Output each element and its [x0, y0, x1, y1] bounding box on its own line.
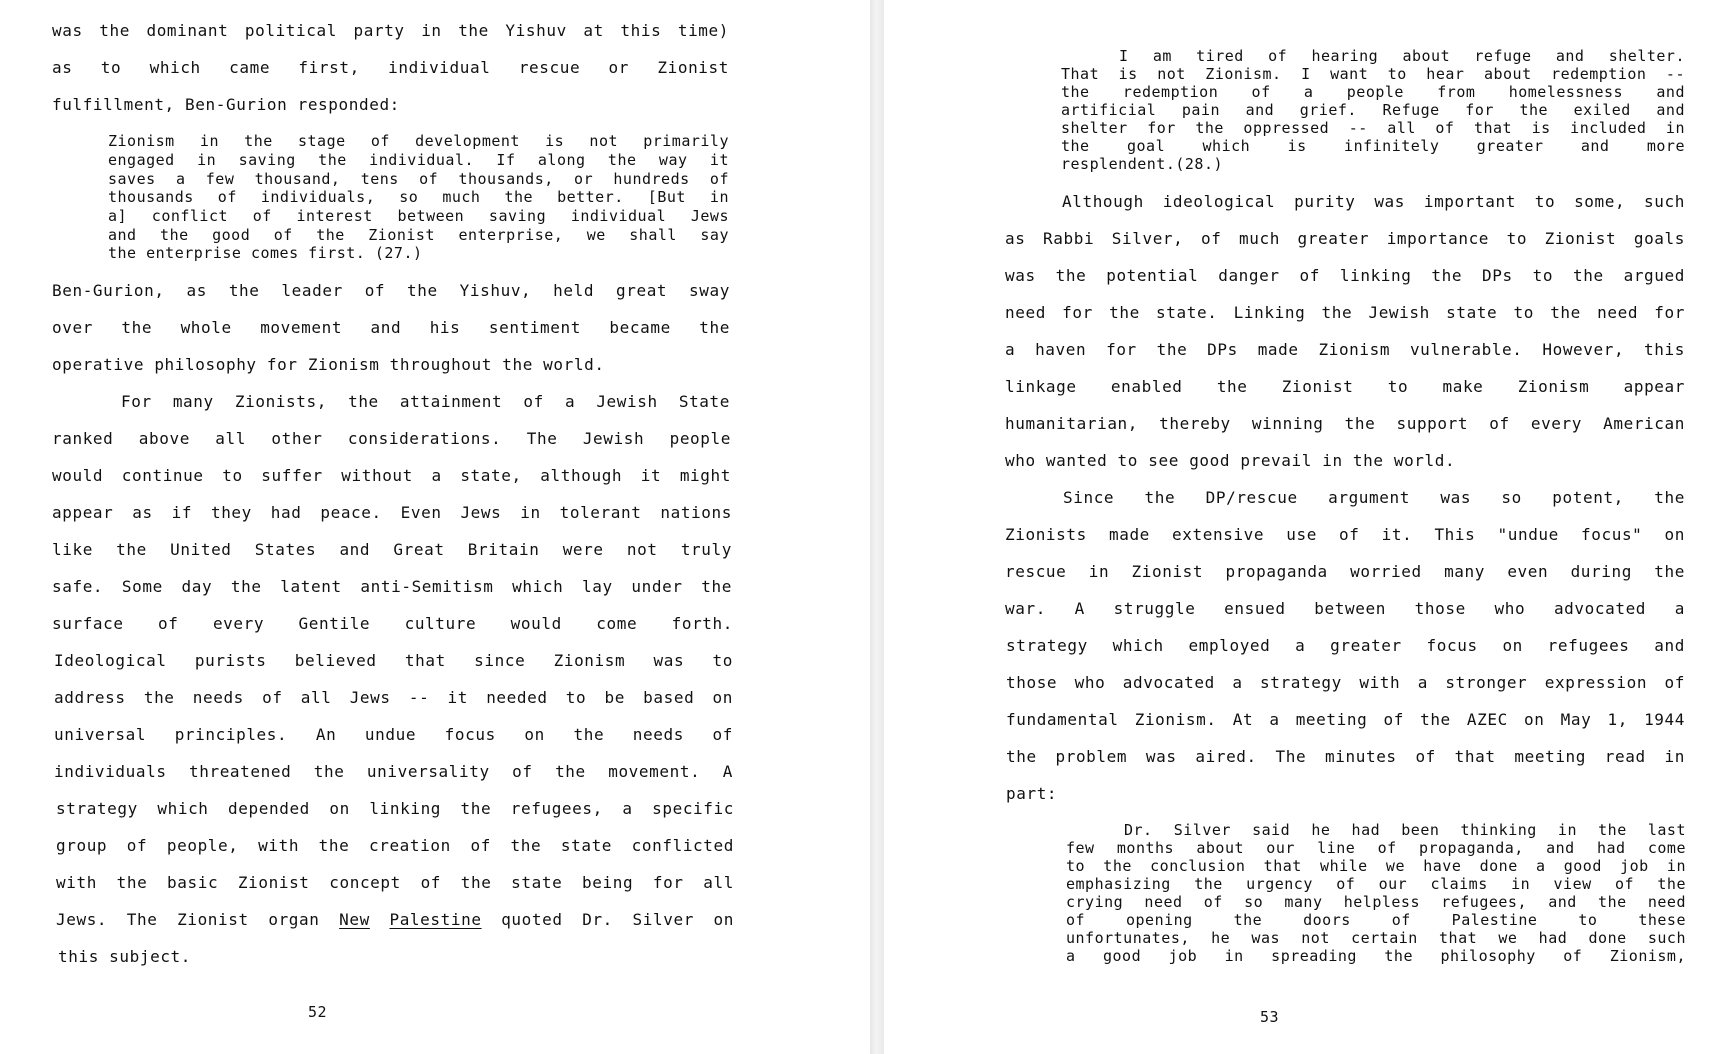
text-line: like the United States and Great Britain were not truly: [52, 540, 732, 559]
text-line: who wanted to see good prevail in the world.: [1005, 451, 1456, 470]
text-line: fundamental Zionism. At a meeting of the AZEC on May 1, 1944: [1006, 710, 1685, 729]
block-quote-line: and the good of the Zionist enterprise, we shall say: [108, 226, 729, 244]
block-quote-line: Zionism in the stage of development is not primarily: [108, 132, 729, 150]
text-line: was the potential danger of linking the DPs to the argued: [1005, 266, 1685, 285]
text-line: For many Zionists, the attainment of a Jewish State: [121, 392, 730, 411]
block-quote-line: thousands of individuals, so much the better. [But in: [108, 188, 729, 206]
text-line: fulfillment, Ben-Gurion responded:: [52, 95, 400, 114]
text-line: was the dominant political party in the Yishuv at this time): [52, 21, 729, 40]
text-line: humanitarian, thereby winning the support of every American: [1005, 414, 1685, 433]
text-line: part:: [1006, 784, 1058, 803]
text-line: would continue to suffer without a state, although it might: [52, 466, 731, 485]
text-line: Since the DP/rescue argument was so potent, the: [1063, 488, 1685, 507]
block-quote-line: engaged in saving the individual. If along the way it: [108, 151, 729, 169]
block-quote-line: the enterprise comes first. (27.): [108, 244, 423, 262]
text-line: strategy which employed a greater focus on refugees and: [1006, 636, 1685, 655]
block-quote-line: resplendent.(28.): [1061, 155, 1224, 173]
right-page: [884, 0, 1732, 1054]
publication-title-word: New: [339, 910, 370, 929]
block-quote-line: crying need of so many helpless refugees, and the need: [1066, 893, 1686, 911]
block-quote-line: the goal which is infinitely greater and more: [1061, 137, 1685, 155]
text-line: Ben-Gurion, as the leader of the Yishuv, held great sway: [52, 281, 730, 300]
text-line: operative philosophy for Zionism throughout the world.: [52, 355, 605, 374]
text-line: Although ideological purity was important to some, such: [1062, 192, 1685, 211]
text-line: individuals threatened the universality of the movement. A: [54, 762, 733, 781]
block-quote-line: That is not Zionism. I want to hear about redemption --: [1061, 65, 1685, 83]
block-quote-line: emphasizing the urgency of our claims in view of the: [1066, 875, 1686, 893]
block-quote-line: a good job in spreading the philosophy of Zionism,: [1066, 947, 1686, 965]
text-line: appear as if they had peace. Even Jews in tolerant nations: [52, 503, 732, 522]
text-line: ranked above all other considerations. The Jewish people: [52, 429, 731, 448]
block-quote-line: artificial pain and grief. Refuge for the exiled and: [1061, 101, 1685, 119]
publication-title-word: Palestine: [389, 910, 482, 929]
text-line: with the basic Zionist concept of the state being for all: [56, 873, 734, 892]
block-quote-line: to the conclusion that while we have done a good job in: [1066, 857, 1686, 875]
text-line: rescue in Zionist propaganda worried many even during the: [1005, 562, 1685, 581]
text-line: a haven for the DPs made Zionism vulnerable. However, this: [1005, 340, 1685, 359]
text-line: linkage enabled the Zionist to make Zionism appear: [1005, 377, 1685, 396]
block-quote-line: Dr. Silver said he had been thinking in the last: [1124, 821, 1686, 839]
text-line: Zionists made extensive use of it. This "undue focus" on: [1005, 525, 1685, 544]
text-line: the problem was aired. The minutes of that meeting read in: [1006, 747, 1685, 766]
text-line: those who advocated a strategy with a stronger expression of: [1006, 673, 1685, 692]
block-quote-line: the redemption of a people from homelessness and: [1061, 83, 1685, 101]
block-quote-line: I am tired of hearing about refuge and shelter.: [1119, 47, 1685, 65]
block-quote-line: shelter for the oppressed -- all of that is included in: [1061, 119, 1685, 137]
text-line: over the whole movement and his sentiment became the: [52, 318, 730, 337]
text-line: safe. Some day the latent anti-Semitism which lay under the: [52, 577, 732, 596]
page-number: 53: [1260, 1008, 1280, 1026]
text-line: surface of every Gentile culture would come forth.: [52, 614, 733, 633]
block-quote-line: saves a few thousand, tens of thousands, or hundreds of: [108, 170, 729, 188]
text-line: strategy which depended on linking the refugees, a specific: [56, 799, 734, 818]
text-line: this subject.: [58, 947, 192, 966]
block-quote-line: few months about our line of propaganda, and had come: [1066, 839, 1686, 857]
text-line: as Rabbi Silver, of much greater importance to Zionist goals: [1005, 229, 1685, 248]
block-quote-line: a] conflict of interest between saving individual Jews: [108, 207, 729, 225]
text-line: group of people, with the creation of the state conflicted: [56, 836, 734, 855]
text-line: [56, 910, 734, 930]
page-number: 52: [308, 1003, 328, 1021]
text-line: Ideological purists believed that since Zionism was to: [54, 651, 733, 670]
text-line: address the needs of all Jews -- it needed to be based on: [54, 688, 733, 707]
text-line: as to which came first, individual rescue or Zionist: [52, 58, 729, 77]
text-line: need for the state. Linking the Jewish state to the need for: [1005, 303, 1685, 322]
text-line: universal principles. An undue focus on the needs of: [54, 725, 733, 744]
text-run: Jews. The Zionist organ: [56, 910, 340, 929]
block-quote-line: unfortunates, he was not certain that we had done such: [1066, 929, 1686, 947]
text-line: war. A struggle ensued between those who advocated a: [1005, 599, 1685, 618]
block-quote-line: of opening the doors of Palestine to these: [1066, 911, 1686, 929]
text-run: quoted Dr. Silver on: [481, 910, 735, 929]
page-gutter: [870, 0, 884, 1054]
